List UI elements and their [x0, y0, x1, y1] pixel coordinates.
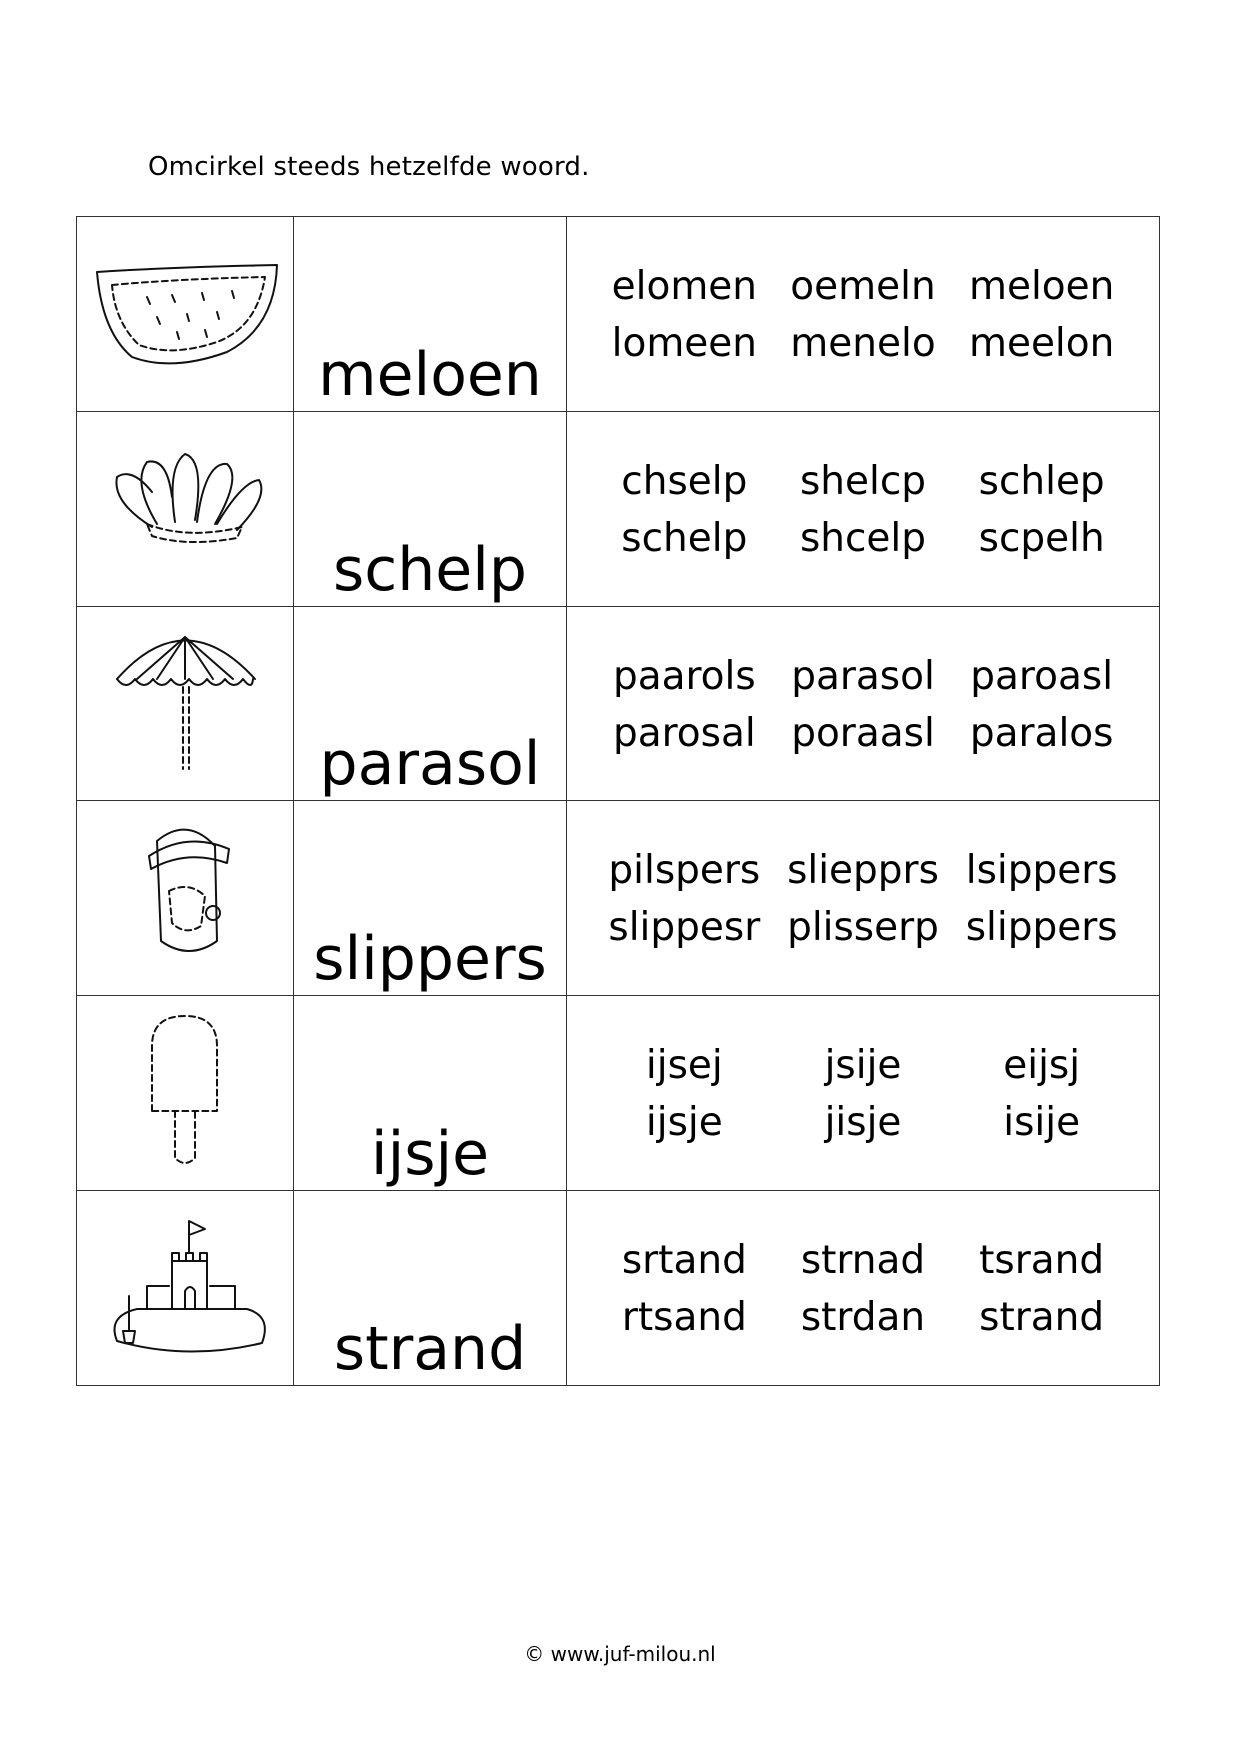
target-word-cell [294, 606, 567, 801]
word-option[interactable]: tsrand [979, 1238, 1105, 1284]
options-cell [567, 996, 1160, 1191]
picture-cell [77, 801, 294, 996]
instruction-text: Omcirkel steeds hetzelfde woord. [148, 152, 590, 182]
target-word: parasol [319, 729, 541, 800]
picture-cell [77, 996, 294, 1191]
table-row [77, 411, 1160, 606]
word-option[interactable]: lsippers [965, 848, 1118, 894]
word-option[interactable]: paarols [612, 653, 756, 699]
word-option[interactable]: parosal [612, 710, 756, 756]
picture-cell [77, 411, 294, 606]
options-cell [567, 801, 1160, 996]
word-option[interactable]: strnad [800, 1238, 926, 1284]
table-row [77, 217, 1160, 412]
watermelon-icon [77, 217, 293, 412]
target-word: strand [333, 1314, 527, 1384]
word-option[interactable]: srtand [621, 1238, 747, 1284]
options-cell [567, 411, 1160, 606]
word-option[interactable]: ijsje [645, 1100, 723, 1146]
target-word-cell [294, 996, 567, 1191]
word-option[interactable]: schelp [621, 515, 748, 561]
table-row [77, 996, 1160, 1191]
options-cell [567, 606, 1160, 801]
target-word-cell [294, 801, 567, 996]
word-option[interactable]: ijsej [645, 1043, 723, 1089]
word-option[interactable]: elomen [611, 264, 758, 309]
word-option[interactable]: pilspers [608, 848, 761, 894]
target-word-cell [294, 1191, 567, 1386]
word-option[interactable]: lomeen [611, 320, 758, 366]
target-word: ijsje [370, 1119, 490, 1190]
shell-icon [77, 412, 293, 607]
options-cell [567, 217, 1160, 412]
footer-copyright: © www.juf-milou.nl [524, 1642, 716, 1666]
word-option[interactable]: strand [979, 1295, 1105, 1341]
word-option[interactable]: eijsj [1003, 1043, 1081, 1089]
word-option[interactable]: isije [1003, 1100, 1081, 1146]
word-option[interactable]: shcelp [799, 515, 927, 561]
table-row [77, 606, 1160, 801]
word-option[interactable]: chselp [621, 458, 748, 504]
word-option[interactable]: meelon [968, 320, 1115, 366]
word-option[interactable]: strdan [800, 1295, 926, 1341]
word-option[interactable]: rtsand [621, 1295, 747, 1341]
table-row [77, 1191, 1160, 1386]
target-word: meloen [318, 339, 542, 410]
table-row [77, 801, 1160, 996]
word-option[interactable]: paroasl [970, 653, 1114, 699]
word-option[interactable]: sliepprs [787, 848, 939, 894]
word-option[interactable]: menelo [790, 320, 936, 366]
picture-cell [77, 217, 294, 412]
word-option[interactable]: slippers [965, 905, 1118, 951]
slipper-icon [77, 801, 293, 996]
options-cell [567, 1191, 1160, 1386]
parasol-icon [77, 607, 293, 802]
sandcastle-icon [77, 1191, 293, 1386]
picture-cell [77, 1191, 294, 1386]
target-word-cell [294, 411, 567, 606]
word-option[interactable]: poraasl [791, 710, 935, 756]
word-option[interactable]: meloen [968, 264, 1115, 309]
word-option[interactable]: oemeln [790, 264, 936, 309]
ice-lolly-icon [77, 996, 293, 1191]
word-option[interactable]: jsije [824, 1043, 902, 1089]
target-word: schelp [333, 534, 527, 605]
word-search-table [76, 216, 1160, 1386]
target-word: slippers [313, 924, 547, 995]
picture-cell [77, 606, 294, 801]
word-option[interactable]: scpelh [978, 515, 1105, 561]
word-option[interactable]: plisserp [787, 905, 939, 951]
target-word-cell [294, 217, 567, 412]
word-option[interactable]: jisje [824, 1100, 902, 1146]
word-option[interactable]: parasol [791, 653, 935, 699]
word-option[interactable]: shelcp [799, 458, 927, 504]
word-option[interactable]: slippesr [608, 905, 761, 951]
word-option[interactable]: paralos [969, 710, 1114, 756]
word-option[interactable]: schlep [978, 458, 1105, 504]
